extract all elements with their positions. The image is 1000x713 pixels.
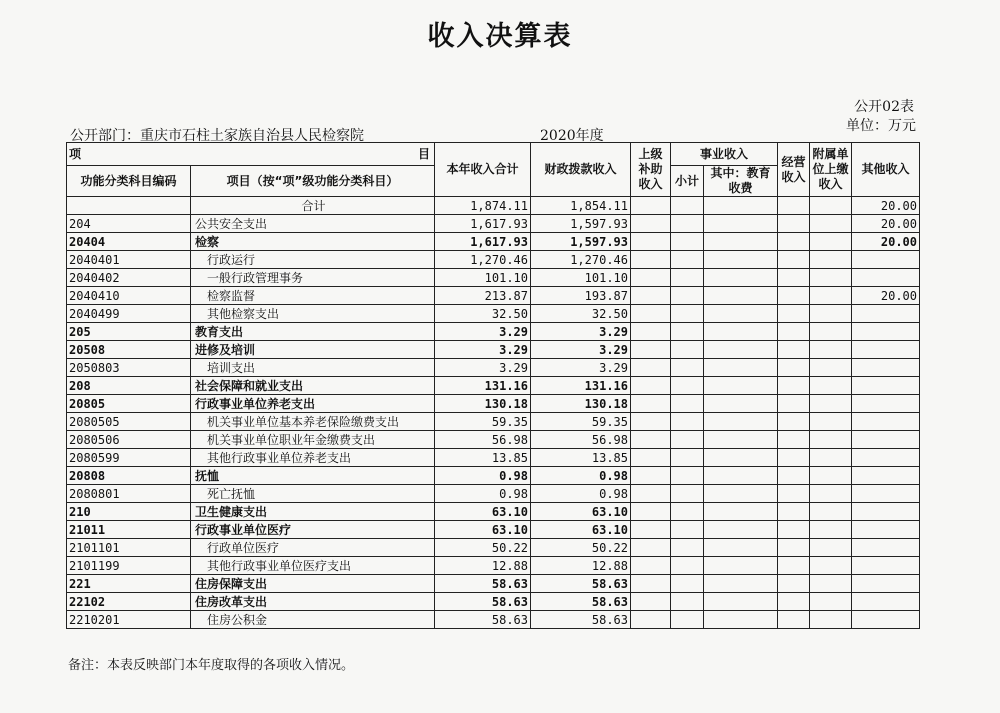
- item-header-right: 目: [417, 146, 430, 161]
- row-upper-subsidy: [631, 503, 671, 521]
- row-fiscal: 63.10: [531, 503, 631, 521]
- row-business-subtotal: [671, 431, 704, 449]
- row-affiliated: [810, 539, 852, 557]
- row-code: 20805: [67, 395, 191, 413]
- row-business-subtotal: [671, 323, 704, 341]
- total-income-header: 本年收入合计: [435, 143, 531, 197]
- row-operating: [778, 485, 810, 503]
- row-code: 22102: [67, 593, 191, 611]
- row-fiscal: 3.29: [531, 341, 631, 359]
- table-row: [67, 485, 920, 503]
- row-total: 1,617.93: [435, 233, 531, 251]
- row-other: [852, 557, 920, 575]
- row-operating: [778, 575, 810, 593]
- row-affiliated: [810, 215, 852, 233]
- report-title: 收入决算表: [427, 21, 573, 52]
- name-header: 项目（按“项”级功能分类科目）: [191, 166, 435, 197]
- row-total: 32.50: [435, 305, 531, 323]
- row-total: 59.35: [435, 413, 531, 431]
- row-other: [852, 395, 920, 413]
- footnote: 备注：本表反映部门本年度取得的各项收入情况。: [68, 658, 355, 673]
- row-affiliated: [810, 251, 852, 269]
- row-fiscal: 1,270.46: [531, 251, 631, 269]
- row-name: 住房改革支出: [191, 593, 435, 611]
- row-business-edu: [704, 359, 778, 377]
- row-other: [852, 323, 920, 341]
- row-name: 合计: [191, 197, 435, 215]
- row-code: 221: [67, 575, 191, 593]
- row-code: 2080505: [67, 413, 191, 431]
- business-income-header: 事业收入: [671, 143, 778, 166]
- row-business-edu: [704, 251, 778, 269]
- row-name: 其他检察支出: [191, 305, 435, 323]
- row-business-edu: [704, 395, 778, 413]
- row-business-subtotal: [671, 575, 704, 593]
- row-name: 机关事业单位职业年金缴费支出: [191, 431, 435, 449]
- row-upper-subsidy: [631, 485, 671, 503]
- row-code: 20808: [67, 467, 191, 485]
- row-business-subtotal: [671, 305, 704, 323]
- row-upper-subsidy: [631, 431, 671, 449]
- table-row: [67, 539, 920, 557]
- fiscal-income-header: 财政拨款收入: [531, 143, 631, 197]
- upper-subsidy-header: 上级补助收入: [631, 143, 671, 197]
- row-name: 进修及培训: [191, 341, 435, 359]
- row-total: 58.63: [435, 593, 531, 611]
- row-total: 63.10: [435, 503, 531, 521]
- row-upper-subsidy: [631, 557, 671, 575]
- row-other: [852, 449, 920, 467]
- row-total: 50.22: [435, 539, 531, 557]
- row-fiscal: 50.22: [531, 539, 631, 557]
- row-other: [852, 269, 920, 287]
- row-fiscal: 0.98: [531, 485, 631, 503]
- row-name: 行政单位医疗: [191, 539, 435, 557]
- row-affiliated: [810, 575, 852, 593]
- row-business-subtotal: [671, 215, 704, 233]
- row-fiscal: 56.98: [531, 431, 631, 449]
- row-fiscal: 101.10: [531, 269, 631, 287]
- row-business-subtotal: [671, 359, 704, 377]
- row-total: 58.63: [435, 575, 531, 593]
- row-business-subtotal: [671, 449, 704, 467]
- row-fiscal: 1,597.93: [531, 233, 631, 251]
- row-other: 20.00: [852, 287, 920, 305]
- table-row: [67, 251, 920, 269]
- row-business-subtotal: [671, 611, 704, 629]
- row-other: [852, 503, 920, 521]
- row-name: 行政运行: [191, 251, 435, 269]
- row-affiliated: [810, 377, 852, 395]
- row-fiscal: 131.16: [531, 377, 631, 395]
- row-upper-subsidy: [631, 215, 671, 233]
- row-business-subtotal: [671, 377, 704, 395]
- form-number: 公开02表: [854, 99, 914, 115]
- row-name: 培训支出: [191, 359, 435, 377]
- table-row: [67, 197, 920, 215]
- row-name: 住房保障支出: [191, 575, 435, 593]
- row-total: 131.16: [435, 377, 531, 395]
- row-upper-subsidy: [631, 539, 671, 557]
- row-operating: [778, 197, 810, 215]
- row-fiscal: 3.29: [531, 323, 631, 341]
- row-operating: [778, 305, 810, 323]
- row-code: 2040499: [67, 305, 191, 323]
- row-upper-subsidy: [631, 593, 671, 611]
- row-fiscal: 130.18: [531, 395, 631, 413]
- row-fiscal: 1,854.11: [531, 197, 631, 215]
- table-row: [67, 269, 920, 287]
- table-row: [67, 395, 920, 413]
- fiscal-year: 2020年度: [540, 128, 604, 144]
- row-fiscal: 32.50: [531, 305, 631, 323]
- row-affiliated: [810, 395, 852, 413]
- row-business-subtotal: [671, 413, 704, 431]
- income-table: [66, 142, 920, 629]
- row-business-edu: [704, 305, 778, 323]
- row-code: 2050803: [67, 359, 191, 377]
- department-label: 公开部门：重庆市石柱土家族自治县人民检察院: [70, 128, 364, 144]
- table-row: [67, 341, 920, 359]
- row-other: [852, 341, 920, 359]
- row-business-edu: [704, 197, 778, 215]
- row-affiliated: [810, 269, 852, 287]
- row-business-edu: [704, 611, 778, 629]
- row-other: 20.00: [852, 215, 920, 233]
- row-other: [852, 413, 920, 431]
- row-business-subtotal: [671, 341, 704, 359]
- row-code: 2040401: [67, 251, 191, 269]
- row-business-edu: [704, 485, 778, 503]
- row-fiscal: 0.98: [531, 467, 631, 485]
- row-business-edu: [704, 377, 778, 395]
- row-total: 56.98: [435, 431, 531, 449]
- row-code: 204: [67, 215, 191, 233]
- row-business-edu: [704, 341, 778, 359]
- row-operating: [778, 251, 810, 269]
- row-business-edu: [704, 233, 778, 251]
- row-operating: [778, 521, 810, 539]
- row-business-edu: [704, 521, 778, 539]
- row-upper-subsidy: [631, 449, 671, 467]
- row-affiliated: [810, 593, 852, 611]
- item-header-left: 项: [69, 146, 82, 161]
- table-row: [67, 305, 920, 323]
- row-name: 其他行政事业单位医疗支出: [191, 557, 435, 575]
- row-fiscal: 3.29: [531, 359, 631, 377]
- row-code: 21011: [67, 521, 191, 539]
- table-row: [67, 431, 920, 449]
- row-upper-subsidy: [631, 359, 671, 377]
- row-fiscal: 58.63: [531, 593, 631, 611]
- row-affiliated: [810, 287, 852, 305]
- row-fiscal: 13.85: [531, 449, 631, 467]
- row-name: 其他行政事业单位养老支出: [191, 449, 435, 467]
- row-affiliated: [810, 323, 852, 341]
- row-other: [852, 521, 920, 539]
- row-total: 101.10: [435, 269, 531, 287]
- row-name: 死亡抚恤: [191, 485, 435, 503]
- row-business-subtotal: [671, 287, 704, 305]
- row-code: 210: [67, 503, 191, 521]
- row-code: 208: [67, 377, 191, 395]
- row-affiliated: [810, 467, 852, 485]
- row-other: [852, 359, 920, 377]
- row-name: 检察监督: [191, 287, 435, 305]
- row-name: 社会保障和就业支出: [191, 377, 435, 395]
- business-subtotal-header: 小计: [671, 166, 704, 197]
- table-row: [67, 233, 920, 251]
- row-business-edu: [704, 323, 778, 341]
- table-row: [67, 377, 920, 395]
- row-operating: [778, 269, 810, 287]
- row-upper-subsidy: [631, 377, 671, 395]
- row-name: 卫生健康支出: [191, 503, 435, 521]
- row-operating: [778, 467, 810, 485]
- row-affiliated: [810, 413, 852, 431]
- row-operating: [778, 359, 810, 377]
- row-code: 20404: [67, 233, 191, 251]
- row-business-edu: [704, 431, 778, 449]
- row-code: 20508: [67, 341, 191, 359]
- row-total: 1,874.11: [435, 197, 531, 215]
- row-other: 20.00: [852, 233, 920, 251]
- row-upper-subsidy: [631, 323, 671, 341]
- row-code: 205: [67, 323, 191, 341]
- row-affiliated: [810, 305, 852, 323]
- row-operating: [778, 539, 810, 557]
- row-business-subtotal: [671, 539, 704, 557]
- table-row: [67, 575, 920, 593]
- row-other: [852, 539, 920, 557]
- row-business-edu: [704, 269, 778, 287]
- row-name: 检察: [191, 233, 435, 251]
- row-upper-subsidy: [631, 467, 671, 485]
- row-name: 行政事业单位养老支出: [191, 395, 435, 413]
- row-operating: [778, 341, 810, 359]
- unit-label: 单位：万元: [846, 118, 916, 134]
- row-name: 教育支出: [191, 323, 435, 341]
- affiliated-income-header: 附属单位上缴收入: [810, 143, 852, 197]
- row-business-edu: [704, 539, 778, 557]
- row-fiscal: 12.88: [531, 557, 631, 575]
- row-operating: [778, 503, 810, 521]
- row-fiscal: 193.87: [531, 287, 631, 305]
- row-business-edu: [704, 593, 778, 611]
- row-upper-subsidy: [631, 521, 671, 539]
- row-other: [852, 485, 920, 503]
- row-upper-subsidy: [631, 251, 671, 269]
- row-code: [67, 197, 191, 215]
- row-other: [852, 305, 920, 323]
- row-fiscal: 63.10: [531, 521, 631, 539]
- row-total: 0.98: [435, 467, 531, 485]
- other-income-header: 其他收入: [852, 143, 920, 197]
- row-total: 1,617.93: [435, 215, 531, 233]
- row-other: [852, 593, 920, 611]
- row-code: 2101101: [67, 539, 191, 557]
- row-upper-subsidy: [631, 341, 671, 359]
- table-row: [67, 593, 920, 611]
- row-other: [852, 467, 920, 485]
- row-total: 1,270.46: [435, 251, 531, 269]
- row-business-edu: [704, 287, 778, 305]
- row-business-edu: [704, 413, 778, 431]
- table-row: [67, 215, 920, 233]
- row-total: 213.87: [435, 287, 531, 305]
- row-total: 3.29: [435, 323, 531, 341]
- row-other: [852, 611, 920, 629]
- row-affiliated: [810, 503, 852, 521]
- row-operating: [778, 215, 810, 233]
- row-code: 2080801: [67, 485, 191, 503]
- row-total: 3.29: [435, 359, 531, 377]
- row-business-subtotal: [671, 233, 704, 251]
- row-other: [852, 377, 920, 395]
- row-business-subtotal: [671, 521, 704, 539]
- row-business-edu: [704, 575, 778, 593]
- table-row: [67, 323, 920, 341]
- table-row: [67, 287, 920, 305]
- row-operating: [778, 323, 810, 341]
- row-business-subtotal: [671, 251, 704, 269]
- row-operating: [778, 287, 810, 305]
- row-business-subtotal: [671, 503, 704, 521]
- table-row: [67, 449, 920, 467]
- row-business-edu: [704, 215, 778, 233]
- row-business-subtotal: [671, 557, 704, 575]
- business-edu-header: 其中：教育收费: [704, 166, 778, 197]
- table-row: [67, 359, 920, 377]
- row-name: 行政事业单位医疗: [191, 521, 435, 539]
- row-affiliated: [810, 557, 852, 575]
- row-affiliated: [810, 197, 852, 215]
- row-business-subtotal: [671, 485, 704, 503]
- row-business-edu: [704, 449, 778, 467]
- row-affiliated: [810, 611, 852, 629]
- row-total: 3.29: [435, 341, 531, 359]
- row-operating: [778, 233, 810, 251]
- row-code: 2080599: [67, 449, 191, 467]
- row-other: [852, 431, 920, 449]
- row-business-subtotal: [671, 467, 704, 485]
- row-name: 机关事业单位基本养老保险缴费支出: [191, 413, 435, 431]
- row-operating: [778, 413, 810, 431]
- row-affiliated: [810, 449, 852, 467]
- row-code: 2101199: [67, 557, 191, 575]
- row-operating: [778, 449, 810, 467]
- row-upper-subsidy: [631, 197, 671, 215]
- row-business-edu: [704, 503, 778, 521]
- row-total: 130.18: [435, 395, 531, 413]
- row-upper-subsidy: [631, 413, 671, 431]
- row-business-subtotal: [671, 395, 704, 413]
- row-fiscal: 59.35: [531, 413, 631, 431]
- row-business-subtotal: [671, 197, 704, 215]
- row-total: 13.85: [435, 449, 531, 467]
- row-code: 2080506: [67, 431, 191, 449]
- table-row: [67, 557, 920, 575]
- row-upper-subsidy: [631, 269, 671, 287]
- row-affiliated: [810, 431, 852, 449]
- row-fiscal: 58.63: [531, 575, 631, 593]
- row-affiliated: [810, 359, 852, 377]
- row-upper-subsidy: [631, 575, 671, 593]
- row-affiliated: [810, 521, 852, 539]
- row-business-edu: [704, 467, 778, 485]
- table-row: [67, 467, 920, 485]
- row-upper-subsidy: [631, 611, 671, 629]
- row-upper-subsidy: [631, 287, 671, 305]
- row-code: 2040410: [67, 287, 191, 305]
- table-row: [67, 521, 920, 539]
- code-header: 功能分类科目编码: [67, 166, 191, 197]
- row-fiscal: 58.63: [531, 611, 631, 629]
- row-operating: [778, 431, 810, 449]
- row-operating: [778, 395, 810, 413]
- row-total: 0.98: [435, 485, 531, 503]
- row-operating: [778, 557, 810, 575]
- row-name: 抚恤: [191, 467, 435, 485]
- row-name: 一般行政管理事务: [191, 269, 435, 287]
- row-code: 2210201: [67, 611, 191, 629]
- item-header: [67, 143, 435, 166]
- row-affiliated: [810, 341, 852, 359]
- table-row: [67, 503, 920, 521]
- row-total: 63.10: [435, 521, 531, 539]
- row-business-edu: [704, 557, 778, 575]
- row-business-subtotal: [671, 269, 704, 287]
- row-total: 58.63: [435, 611, 531, 629]
- row-other: [852, 251, 920, 269]
- row-operating: [778, 611, 810, 629]
- row-affiliated: [810, 233, 852, 251]
- row-other: [852, 575, 920, 593]
- row-name: 公共安全支出: [191, 215, 435, 233]
- row-name: 住房公积金: [191, 611, 435, 629]
- row-upper-subsidy: [631, 233, 671, 251]
- table-row: [67, 413, 920, 431]
- row-upper-subsidy: [631, 305, 671, 323]
- row-other: 20.00: [852, 197, 920, 215]
- row-operating: [778, 593, 810, 611]
- row-fiscal: 1,597.93: [531, 215, 631, 233]
- row-affiliated: [810, 485, 852, 503]
- row-business-subtotal: [671, 593, 704, 611]
- row-operating: [778, 377, 810, 395]
- row-total: 12.88: [435, 557, 531, 575]
- table-row: [67, 611, 920, 629]
- operating-income-header: 经营收入: [778, 143, 810, 197]
- row-upper-subsidy: [631, 395, 671, 413]
- row-code: 2040402: [67, 269, 191, 287]
